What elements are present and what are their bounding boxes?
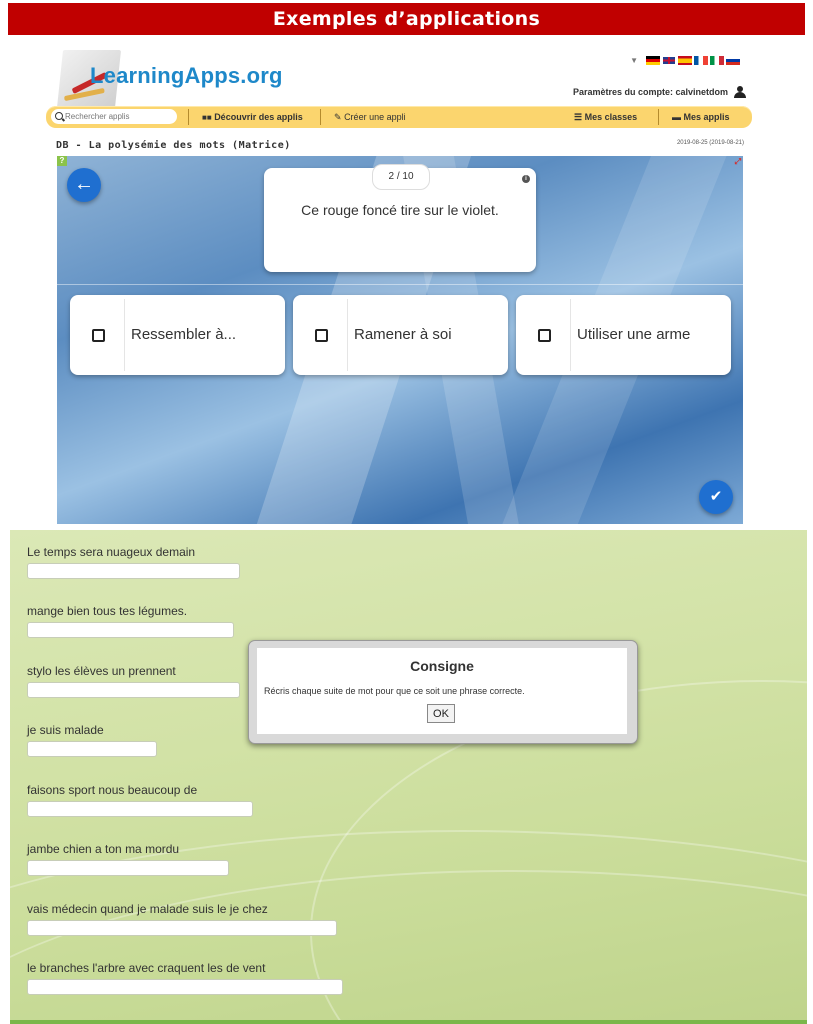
nav-create-app[interactable]	[334, 110, 406, 124]
nav-my-apps[interactable]	[672, 110, 730, 124]
language-flags	[630, 56, 740, 65]
nav-discover-apps[interactable]	[202, 110, 303, 125]
answer-input-6[interactable]	[27, 860, 229, 876]
account-settings[interactable]	[573, 86, 746, 98]
flag-uk-icon[interactable]	[662, 56, 676, 65]
flag-it-icon[interactable]	[710, 56, 724, 65]
flag-es-icon[interactable]	[678, 56, 692, 65]
grid-icon: ■■	[202, 113, 212, 122]
flag-de-icon[interactable]	[646, 56, 660, 65]
answer-input-5[interactable]	[27, 801, 253, 817]
flag-ru-icon[interactable]	[726, 56, 740, 65]
help-icon[interactable]: ?	[57, 156, 67, 166]
question-label-1: Le temps sera nuageux demain	[27, 545, 196, 559]
pencil-icon: ✎	[334, 112, 342, 122]
app-title: DB - La polysémie des mots (Matrice)	[56, 140, 291, 151]
check-answer-button[interactable]	[699, 480, 733, 514]
check-icon: ✔	[709, 488, 723, 505]
nav-create-label: Créer une appli	[344, 112, 406, 122]
user-icon[interactable]	[734, 86, 746, 98]
search-input[interactable]: Rechercher applis	[51, 109, 177, 124]
question-label-7: vais médecin quand je malade suis le je chez	[27, 902, 268, 916]
question-counter: 2 / 10	[372, 164, 430, 190]
answer-input-2[interactable]	[27, 622, 234, 638]
answer-input-8[interactable]	[27, 979, 343, 995]
account-label: Paramètres du compte: calvinetdom	[572, 87, 728, 97]
app-stage	[57, 156, 743, 524]
answer-option-2[interactable]	[293, 295, 508, 375]
answer-input-1[interactable]	[27, 563, 240, 579]
info-icon[interactable]: i	[522, 175, 530, 183]
list-icon: ☰	[574, 112, 583, 122]
site-logo[interactable]: LearningApps.org	[90, 63, 283, 88]
answer-input-3[interactable]	[27, 682, 240, 698]
answer-option-1[interactable]	[70, 295, 285, 375]
chevron-down-icon[interactable]: ▼	[630, 56, 638, 65]
folder-icon: ▬	[672, 112, 681, 122]
nav-discover-label: Découvrir des applis	[214, 112, 303, 122]
question-label-4: je suis malade	[27, 723, 104, 737]
back-button[interactable]	[67, 168, 101, 202]
question-label-8: le branches l'arbre avec craquent les de vent	[27, 961, 266, 975]
checkbox-icon[interactable]	[92, 329, 105, 342]
sentence-exercise	[10, 530, 807, 1024]
flag-fr-icon[interactable]	[694, 56, 708, 65]
banner-title: Exemples d’applications	[8, 3, 805, 35]
arrow-left-icon: ←	[74, 173, 94, 195]
nav-classes-label: Mes classes	[584, 112, 638, 122]
nav-my-apps-label: Mes applis	[683, 112, 730, 122]
answer-option-3[interactable]	[516, 295, 731, 375]
instruction-dialog	[248, 640, 638, 744]
app-date: 2019-08-25 (2019-08-21)	[676, 140, 744, 146]
answer-option-label: Ressembler à...	[131, 326, 237, 343]
question-text: Ce rouge foncé tire sur le violet.	[301, 202, 499, 218]
answer-option-label: Utiliser une arme	[577, 326, 691, 343]
learningapps-window	[42, 44, 756, 524]
ok-button[interactable]: OK	[427, 704, 455, 723]
answer-input-7[interactable]	[27, 920, 337, 936]
checkbox-icon[interactable]	[315, 329, 328, 342]
fullscreen-icon[interactable]: ⤢	[734, 157, 741, 166]
nav-bar	[46, 106, 752, 128]
question-label-2: mange bien tous tes légumes.	[27, 604, 188, 618]
dialog-text: Récris chaque suite de mot pour que ce soit une phrase correcte.	[264, 686, 525, 696]
dialog-title: Consigne	[410, 658, 474, 674]
question-label-5: faisons sport nous beaucoup de	[27, 783, 198, 797]
nav-my-classes[interactable]	[574, 110, 637, 124]
answer-input-4[interactable]	[27, 741, 157, 757]
question-label-3: stylo les élèves un prennent	[27, 664, 176, 678]
question-card	[264, 168, 536, 272]
search-icon	[55, 112, 63, 120]
question-label-6: jambe chien a ton ma mordu	[27, 842, 180, 856]
answer-option-label: Ramener à soi	[354, 326, 452, 343]
checkbox-icon[interactable]	[538, 329, 551, 342]
